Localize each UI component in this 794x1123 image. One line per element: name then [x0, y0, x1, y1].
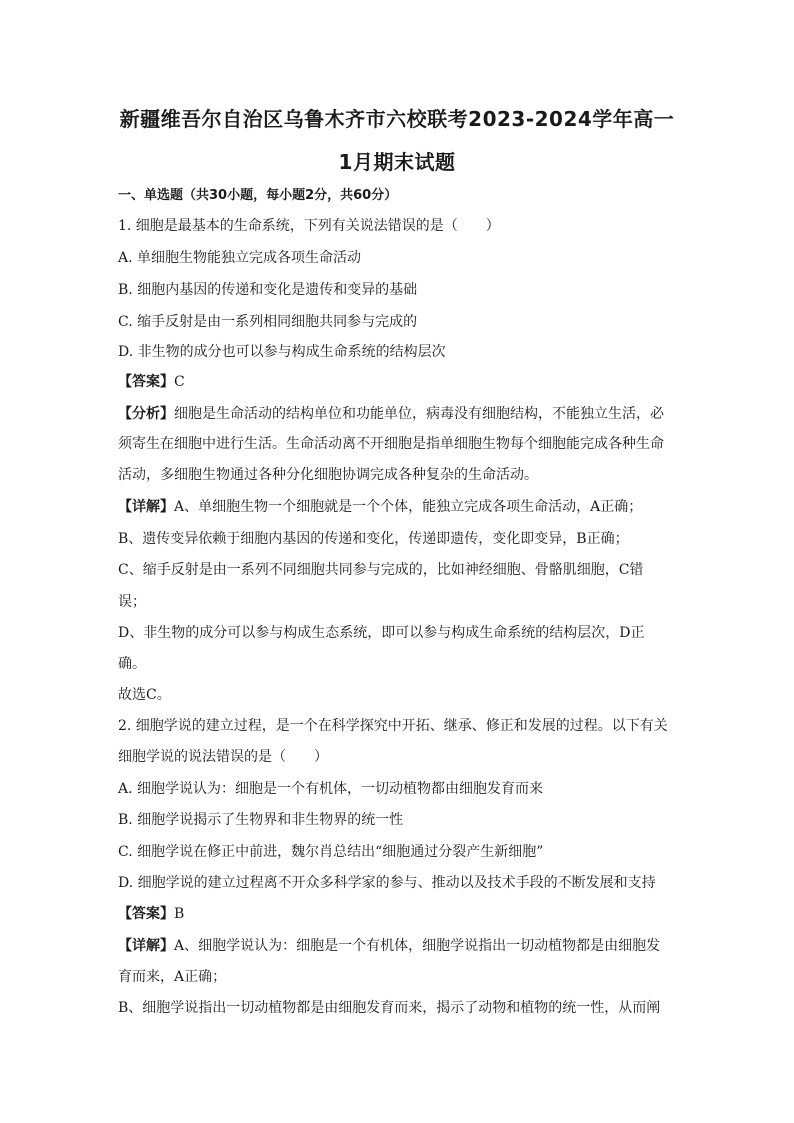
- q2-answer: [118, 904, 184, 924]
- analysis-tag: 【分析】: [118, 406, 174, 422]
- exam-title-line-1: 新疆维吾尔自治区乌鲁木齐市六校联考2023-2024学年高一: [119, 107, 675, 131]
- answer-value: C: [174, 374, 185, 390]
- q1-detail-line-3: C、缩手反射是由一系列不同细胞共同参与完成的，比如神经细胞、骨骼肌细胞，C错: [118, 562, 644, 578]
- answer-value: B: [174, 906, 185, 922]
- q1-analysis-line-2: 须寄生在细胞中进行生活。生命活动离不开细胞是指单细胞生物每个细胞能完成各种生命: [118, 436, 664, 452]
- detail-text: A、单细胞生物一个细胞就是一个个体，能独立完成各项生命活动，A正确；: [174, 499, 643, 515]
- q1-detail-line-5: D、非生物的成分可以参与构成生态系统，即可以参与构成生命系统的结构层次，D正: [118, 625, 645, 641]
- q1-analysis-line-1: [118, 404, 664, 424]
- answer-tag: 【答案】: [118, 906, 174, 922]
- q2-option-a: A. 细胞学说认为：细胞是一个有机体，一切动植物都由细胞发育而来: [118, 781, 544, 797]
- q2-option-d: D. 细胞学说的建立过程离不开众多科学家的参与、推动以及技术手段的不断发展和支持: [118, 875, 656, 891]
- q1-detail-line-1: [118, 497, 642, 517]
- q1-option-c: C. 缩手反射是由一系列相同细胞共同参与完成的: [118, 314, 418, 330]
- exam-title-line-2: 1月期末试题: [338, 150, 456, 174]
- q1-stem: 1. 细胞是最基本的生命系统，下列有关说法错误的是（ ）: [118, 218, 500, 234]
- q2-detail-line-3: B、细胞学说指出一切动植物都是由细胞发育而来，揭示了动物和植物的统一性，从而阐: [118, 1000, 661, 1016]
- q1-detail-line-4: 误；: [118, 594, 146, 610]
- q2-option-c: C. 细胞学说在修正中前进，魏尔肖总结出“细胞通过分裂产生新细胞”: [118, 844, 544, 860]
- q2-option-b: B. 细胞学说揭示了生物界和非生物界的统一性: [118, 812, 404, 828]
- answer-tag: 【答案】: [118, 374, 174, 390]
- q1-detail-line-7: 故选C。: [118, 687, 171, 703]
- q1-answer: [118, 372, 185, 392]
- q1-option-a: A. 单细胞生物能独立完成各项生命活动: [118, 250, 362, 266]
- q2-stem-line-1: 2. 细胞学说的建立过程，是一个在科学探究中开拓、继承、修正和发展的过程。以下有关: [118, 718, 668, 734]
- q2-stem-line-2: 细胞学说的说法错误的是（ ）: [118, 749, 328, 765]
- q1-detail-line-6: 确。: [118, 656, 146, 672]
- q1-detail-line-2: B、遗传变异依赖于细胞内基因的传递和变化，传递即遗传，变化即变异，B正确；: [118, 531, 629, 547]
- section-heading: 一、单选题（共30小题，每小题2分，共60分）: [118, 188, 398, 203]
- q2-detail-line-2: 育而来，A正确；: [118, 969, 227, 985]
- q1-option-d: D. 非生物的成分也可以参与构成生命系统的结构层次: [118, 344, 446, 360]
- q1-option-b: B. 细胞内基因的传递和变化是遗传和变异的基础: [118, 282, 418, 298]
- q1-analysis-line-3: 活动，多细胞生物通过各种分化细胞协调完成各种复杂的生命活动。: [118, 467, 538, 483]
- analysis-text: 细胞是生命活动的结构单位和功能单位，病毒没有细胞结构，不能独立生活，必: [174, 406, 664, 422]
- detail-tag: 【详解】: [118, 499, 174, 515]
- detail-text: A、细胞学说认为：细胞是一个有机体，细胞学说指出一切动植物都是由细胞发: [174, 938, 661, 954]
- detail-tag: 【详解】: [118, 938, 174, 954]
- q2-detail-line-1: [118, 936, 660, 956]
